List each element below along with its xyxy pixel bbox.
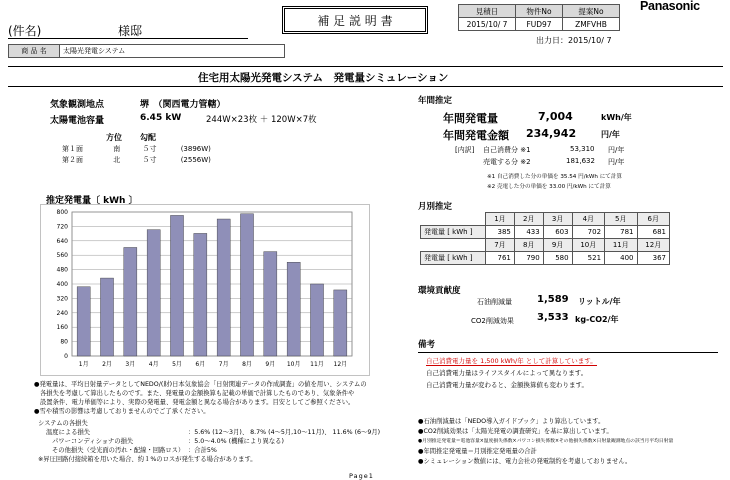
month-header: 3月 [543, 213, 572, 226]
y-tick-label: 560 [56, 252, 68, 260]
x-tick-label: 11月 [310, 361, 324, 368]
station-label: 気象観測地点 [50, 100, 105, 110]
y-tick-label: 240 [56, 309, 68, 317]
face-dir: 北 [113, 156, 121, 164]
month-value: 790 [514, 252, 543, 265]
sell-unit: 円/年 [608, 158, 625, 166]
x-tick-label: 12月 [333, 361, 348, 368]
notes-right [418, 417, 673, 467]
annual-section: 年間推定 [418, 96, 453, 106]
x-tick-label: 7月 [218, 361, 229, 368]
output-date: 出力日：2015/10/ 7 [536, 36, 612, 45]
remarks-line-2: 自己消費電力量はライフスタイルによって異なります。 [426, 369, 588, 377]
capacity-label: 太陽電池容量 [50, 116, 105, 126]
bar [287, 262, 300, 356]
oil-unit: リットル/年 [578, 297, 621, 306]
month-header: 8月 [514, 239, 543, 252]
annual-note-2: ※2 売電した分の単価を 33.00 円/kWh にて計算 [487, 184, 611, 190]
x-tick-label: 4月 [148, 361, 159, 368]
monthly-row-label: 発電量 [ kWh ] [421, 226, 486, 239]
y-tick-label: 640 [56, 237, 68, 245]
month-value: 521 [572, 252, 604, 265]
x-tick-label: 3月 [125, 361, 136, 368]
co2-unit: kg-CO2/年 [575, 315, 619, 324]
annual-amount-label: 年間発電金額 [443, 129, 509, 142]
face-col-dir: 方位 [106, 133, 122, 142]
bar [240, 214, 253, 356]
x-tick-label: 6月 [195, 361, 206, 368]
env-section: 環境貢献度 [418, 286, 461, 296]
bar [100, 278, 113, 356]
monthly-table [420, 212, 670, 265]
bar [147, 230, 160, 356]
y-tick-label: 480 [56, 266, 68, 274]
doc-title: 補 足 説 明 書 [317, 13, 393, 28]
note-line: ●CO2削減効果は「太陽光発電の調査研究」を基に算出しています。 [418, 428, 613, 435]
meta-header-date: 見積日 [459, 5, 516, 18]
monthly-section: 月別推定 [418, 202, 453, 212]
month-header: 9月 [543, 239, 572, 252]
oil-value: 1,589 [537, 294, 569, 305]
annual-note-1: ※1 自己消費した分の単価を 35.54 円/kWh にて計算 [487, 174, 623, 180]
monthly-generation-chart [40, 204, 370, 376]
note-line: ●石油削減量は「NEDO導入ガイドブック」より算出しています。 [418, 418, 605, 425]
chart-title: 推定発電量〔 kWh 〕 [46, 196, 138, 206]
remarks-section: 備考 [418, 340, 436, 350]
bar [217, 219, 230, 356]
self-label: 自己消費分 ※1 [483, 146, 531, 154]
capacity-value: 6.45 kW [140, 113, 182, 123]
y-tick-label: 400 [56, 281, 68, 288]
note-line: 各損失を考慮して算出したものです。また、発電量の金額換算も記載の単価で計算したものであり、気象条件や [40, 390, 355, 397]
month-value: 761 [486, 252, 515, 265]
note-line: 設置条件、電力単価等により、実際の発電量、発電金額と異なる場合があります。目安としてご参照ください。 [40, 399, 355, 406]
month-header: 6月 [637, 213, 669, 226]
x-tick-label: 5月 [172, 361, 182, 368]
month-value: 400 [605, 252, 637, 265]
face-slope: ５寸 [142, 156, 157, 164]
loss-other-value: ：合計5% [188, 447, 217, 454]
annual-gen-value: 7,004 [538, 110, 573, 123]
sell-label: 売電する分 ※2 [483, 158, 531, 166]
note-line: ●発電量は、平均日射量データとしてNEDO/(財)日本気象協会「日射関連データの作成調査」の値を用い、システムの [34, 381, 367, 388]
product-table [8, 44, 285, 58]
month-value: 367 [637, 252, 669, 265]
meta-value-proposal: ZMFVHB [563, 18, 620, 31]
meta-value-property: FUD97 [516, 18, 563, 31]
bar [77, 287, 90, 356]
face-col-slope: 勾配 [140, 133, 156, 142]
bar [334, 290, 347, 356]
face-row-2 [62, 155, 211, 165]
loss-pcs-label: パワーコンディショナの損失 [52, 438, 134, 445]
x-tick-label: 9月 [265, 361, 276, 368]
breakdown-label: [内訳] [455, 146, 475, 154]
annual-gen-label: 年間発電量 [443, 112, 498, 125]
notes-left [34, 380, 367, 416]
product-value: 太陽光発電システム [60, 45, 285, 58]
sell-value: 181,632 [566, 157, 595, 165]
meta-table [458, 4, 620, 31]
meta-header-proposal: 提案No [563, 5, 620, 18]
month-value: 781 [605, 226, 637, 239]
note-line: ●シミュレーション数値には、電力会社の発電制約を考慮しておりません。 [418, 458, 632, 465]
annual-amount-value: 234,942 [526, 127, 577, 140]
self-unit: 円/年 [608, 146, 625, 154]
loss-temp-value: ：5.6% (12〜3月)、 8.7% (4〜5月,10〜11月)、 11.6% (6〜9月) [188, 429, 381, 436]
y-tick-label: 160 [56, 324, 68, 332]
monthly-empty-cell [421, 213, 486, 226]
y-tick-label: 720 [56, 223, 68, 231]
x-tick-label: 8月 [242, 361, 252, 368]
annual-amount-unit: 円/年 [601, 130, 620, 139]
note-line: ●月別推定発電量＝電池容量×温度損失係数×パワコン損失係数×その他損失係数×日射量観測地点の該当月平均日射量 [418, 439, 674, 444]
y-tick-label: 80 [60, 338, 68, 346]
month-header: 11月 [605, 239, 637, 252]
month-value: 580 [543, 252, 572, 265]
case-label: (件名) [8, 24, 42, 38]
x-tick-label: 1月 [78, 361, 89, 368]
face-name: 第２面 [62, 156, 83, 164]
co2-value: 3,533 [537, 312, 569, 323]
loss-other-label: その他損失（受光面の汚れ・配線・回路ロス） [52, 447, 185, 454]
face-slope: ５寸 [142, 145, 157, 153]
face-name: 第１面 [62, 145, 83, 153]
month-header: 2月 [514, 213, 543, 226]
month-header: 7月 [486, 239, 515, 252]
y-tick-label: 800 [56, 209, 68, 216]
month-value: 681 [637, 226, 669, 239]
y-tick-label: 0 [64, 353, 68, 360]
self-value: 53,310 [570, 145, 595, 153]
bar [124, 247, 137, 356]
month-header: 12月 [637, 239, 669, 252]
meta-value-date: 2015/10/ 7 [459, 18, 516, 31]
loss-block [38, 419, 381, 464]
bar [264, 252, 277, 356]
face-watt: (2556W) [180, 156, 211, 164]
doc-title-box [284, 8, 426, 32]
bar [170, 215, 183, 356]
month-value: 603 [543, 226, 572, 239]
station-value: 堺 （関西電力管轄） [140, 100, 226, 110]
meta-header-property: 物件No [516, 5, 563, 18]
x-tick-label: 2月 [102, 361, 112, 368]
month-header: 4月 [572, 213, 604, 226]
brand-logo: Panasonic [640, 0, 700, 13]
oil-label: 石油削減量 [477, 298, 512, 306]
note-line: ●年間推定発電量＝月別推定発電量の合計 [418, 448, 537, 455]
bar [310, 284, 323, 356]
page-footer: Page1 [349, 472, 374, 480]
face-dir: 南 [113, 145, 121, 153]
bar [194, 233, 207, 356]
main-title: 住宅用太陽光発電システム 発電量シミュレーション [198, 72, 449, 84]
case-value: 様邸 [118, 24, 143, 38]
note-line: ●雪や積雪の影響は考慮しておりませんのでご了承ください。 [34, 408, 210, 415]
title-rule-bottom [8, 86, 723, 87]
loss-pcs-value: ：5.0〜4.0% (機種により異なる) [188, 438, 284, 445]
face-watt: (3896W) [180, 145, 211, 153]
month-header: 10月 [572, 239, 604, 252]
remarks-line-3: 自己消費電力量が変わると、金額換算値も変わります。 [426, 381, 588, 389]
month-value: 433 [514, 226, 543, 239]
y-tick-label: 320 [56, 295, 68, 303]
co2-label: CO2削減効果 [471, 317, 514, 325]
title-rule [8, 66, 723, 67]
loss-footnote: ※昇圧回路付接続箱を用いた場合、約１%のロスが発生する場合があります。 [38, 456, 257, 463]
monthly-empty-cell [421, 239, 486, 252]
month-header: 1月 [486, 213, 515, 226]
month-header: 5月 [605, 213, 637, 226]
loss-temp-label: 温度による損失 [46, 429, 91, 436]
product-key: 商 品 名 [9, 45, 60, 58]
loss-title: システムの各損失 [38, 420, 88, 427]
remarks-line-1: 自己消費電力量を 1,500 kWh/年 として計算しています。 [426, 357, 597, 365]
capacity-detail: 244W×23枚 ＋ 120W×7枚 [206, 115, 317, 125]
x-tick-label: 10月 [286, 361, 301, 368]
face-row-1 [62, 144, 211, 154]
monthly-row-label: 発電量 [ kWh ] [421, 252, 486, 265]
month-value: 385 [486, 226, 515, 239]
annual-gen-unit: kWh/年 [601, 113, 632, 122]
month-value: 702 [572, 226, 604, 239]
